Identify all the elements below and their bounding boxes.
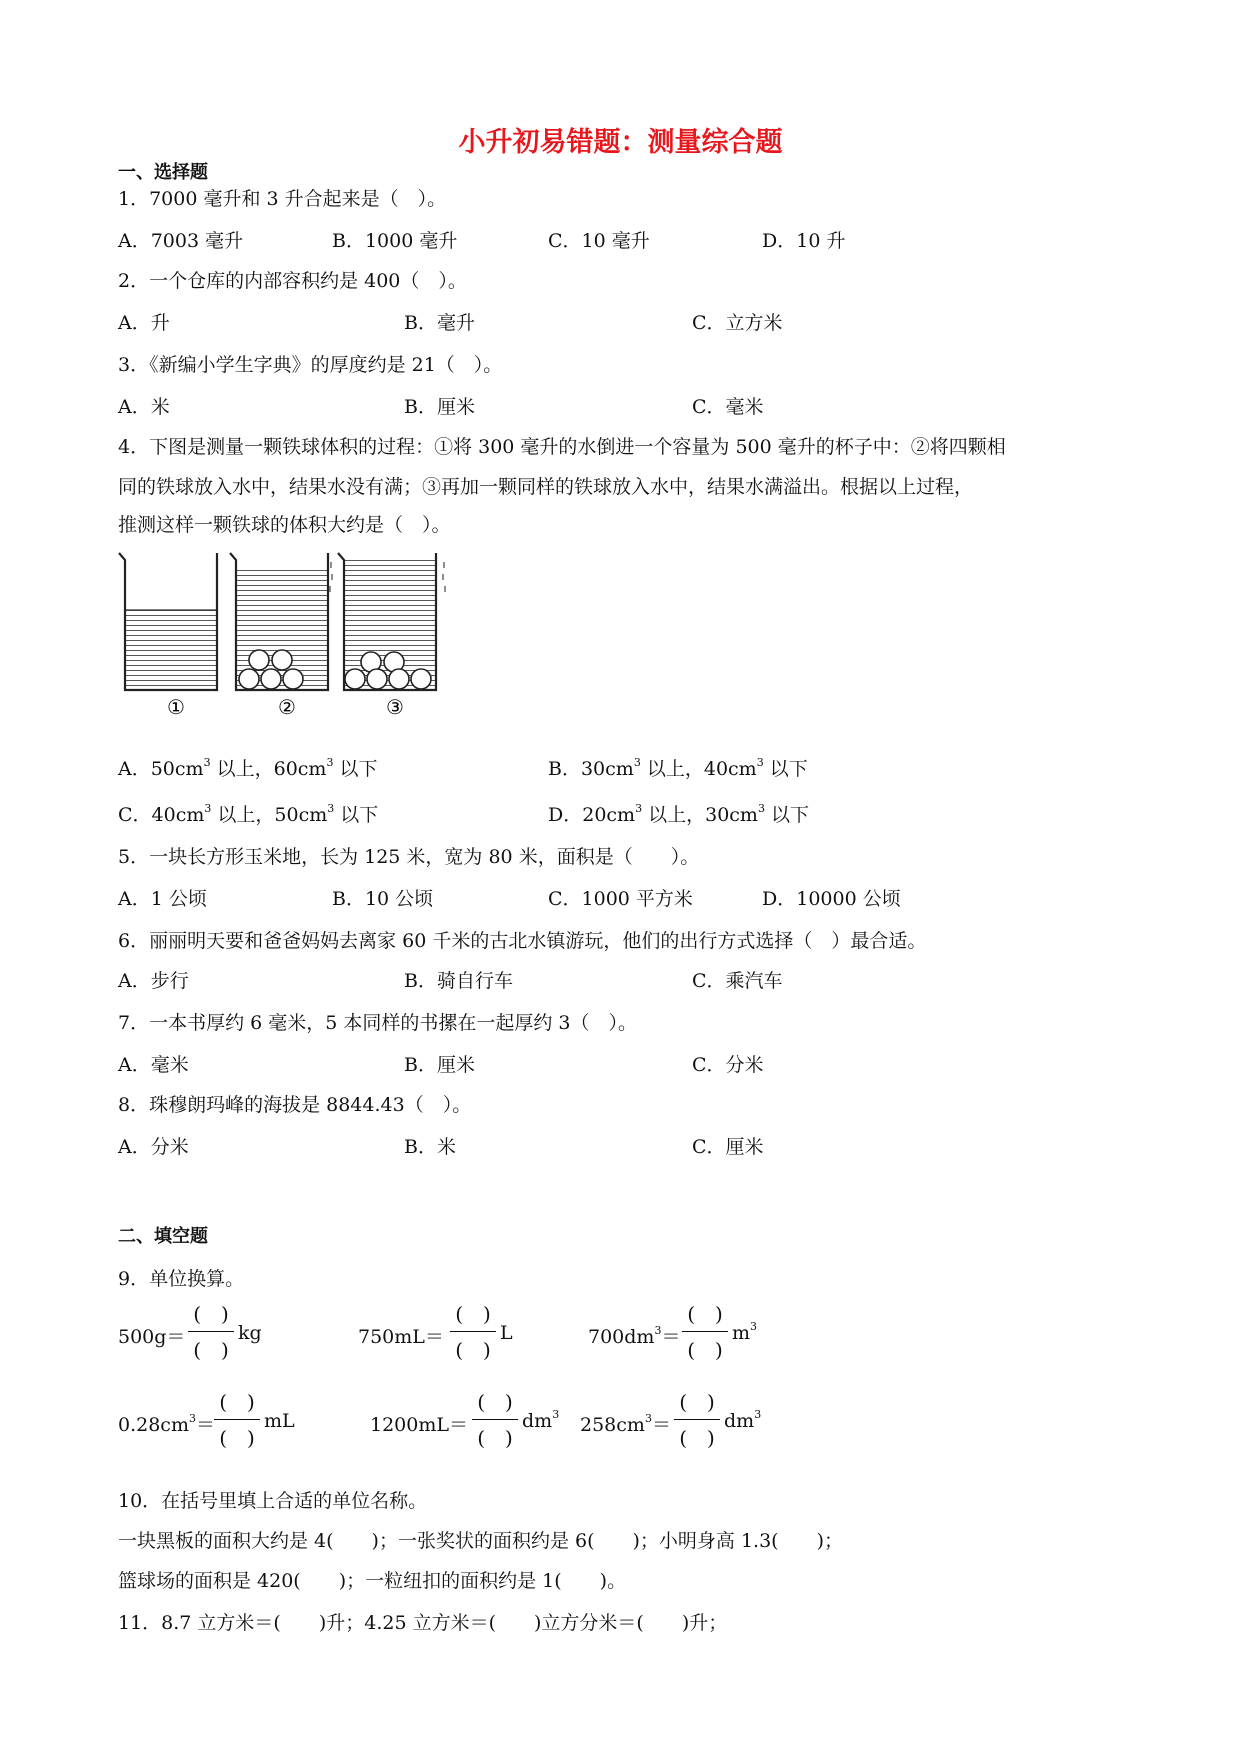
superscript: 3 (754, 1408, 762, 1421)
superscript: 3 (644, 1412, 652, 1425)
numerator-blank[interactable]: ( ) (219, 1390, 255, 1414)
equals-sign: ＝ (195, 1414, 215, 1436)
question-11-stem: 11．8.7 立方米＝( )升；4.25 立方米＝( )立方分米＝( )升； (118, 1612, 728, 1634)
question-7-option-c[interactable]: C．分米 (692, 1054, 764, 1076)
conversion-750ml-unit: L (500, 1322, 513, 1344)
superscript: 3 (635, 802, 643, 815)
fraction-258cm3 (672, 1386, 722, 1452)
question-2-option-b[interactable]: B．毫升 (404, 312, 475, 334)
question-5-option-a[interactable]: A．1 公顷 (118, 888, 207, 910)
numerator-blank[interactable]: ( ) (455, 1302, 491, 1326)
question-2-stem: 2．一个仓库的内部容积约是 400（ ）。 (118, 270, 467, 292)
question-5-option-d[interactable]: D．10000 公顷 (762, 888, 901, 910)
conversion-1200ml-unit (522, 1410, 559, 1432)
denominator-blank[interactable]: ( ) (687, 1338, 723, 1362)
equals-sign: ＝ (651, 1414, 671, 1436)
question-5-option-c[interactable]: C．1000 平方米 (548, 888, 693, 910)
numerator-blank[interactable]: ( ) (679, 1390, 715, 1414)
option-text: 以下 (763, 758, 808, 780)
option-text: 以下 (764, 804, 809, 826)
question-2-option-a[interactable]: A．升 (118, 312, 170, 334)
question-10-stem: 10．在括号里填上合适的单位名称。 (118, 1490, 428, 1512)
denominator-blank[interactable]: ( ) (219, 1426, 255, 1450)
unit-text: dm (724, 1410, 755, 1432)
value-text: 258cm (580, 1414, 645, 1436)
question-8-option-a[interactable]: A．分米 (118, 1136, 189, 1158)
question-4-option-a[interactable] (118, 754, 377, 781)
question-1-option-c[interactable]: C．10 毫升 (548, 230, 650, 252)
question-1-option-a[interactable]: A．7003 毫升 (118, 230, 244, 252)
question-4-option-d[interactable] (548, 800, 809, 827)
question-1-stem: 1．7000 毫升和 3 升合起来是（ ）。 (118, 188, 447, 210)
option-text: A．50cm (118, 758, 204, 780)
question-3-stem: 3．《新编小学生字典》的厚度约是 21（ ）。 (118, 354, 503, 376)
question-4-line-3: 推测这样一颗铁球的体积大约是（ ）。 (118, 514, 451, 536)
option-text: C．40cm (118, 804, 205, 826)
question-2-option-c[interactable]: C．立方米 (692, 312, 783, 334)
conversion-028cm3-prefix (118, 1410, 215, 1437)
value-text: 0.28cm (118, 1414, 189, 1436)
superscript: 3 (757, 802, 765, 815)
superscript: 3 (552, 1408, 560, 1421)
superscript: 3 (204, 802, 212, 815)
page-title: 小升初易错题：测量综合题 (458, 127, 783, 158)
denominator-blank[interactable]: ( ) (455, 1338, 491, 1362)
question-7-option-a[interactable]: A．毫米 (118, 1054, 189, 1076)
fraction-028cm3 (212, 1386, 262, 1452)
option-text: 以上，30cm (642, 804, 758, 826)
question-7-option-b[interactable]: B．厘米 (404, 1054, 475, 1076)
question-8-option-c[interactable]: C．厘米 (692, 1136, 764, 1158)
question-3-option-b[interactable]: B．厘米 (404, 396, 475, 418)
conversion-258cm3-prefix (580, 1410, 671, 1437)
numerator-blank[interactable]: ( ) (687, 1302, 723, 1326)
superscript: 3 (756, 756, 764, 769)
fraction-1200ml (470, 1386, 520, 1452)
fraction-750ml (448, 1298, 498, 1364)
question-10-line-1: 一块黑板的面积大约是 4( )；一张奖状的面积约是 6( )；小明身高 1.3( )； (118, 1530, 843, 1552)
superscript: 3 (203, 756, 211, 769)
fraction-700dm3 (680, 1298, 730, 1364)
question-1-option-d[interactable]: D．10 升 (762, 230, 846, 252)
numerator-blank[interactable]: ( ) (477, 1390, 513, 1414)
option-text: 以上，50cm (211, 804, 328, 826)
conversion-700dm3-unit (732, 1322, 757, 1344)
numerator-blank[interactable]: ( ) (193, 1302, 229, 1326)
question-9-stem: 9．单位换算。 (118, 1268, 245, 1290)
conversion-028cm3-unit: mL (264, 1410, 295, 1432)
superscript: 3 (750, 1320, 758, 1333)
conversion-700dm3-prefix (588, 1322, 680, 1349)
unit-text: dm (522, 1410, 553, 1432)
question-8-stem: 8．珠穆朗玛峰的海拔是 8844.43（ ）。 (118, 1094, 472, 1116)
option-text: 以上，60cm (210, 758, 327, 780)
denominator-blank[interactable]: ( ) (477, 1426, 513, 1450)
beaker-label-2: ② (278, 695, 296, 718)
superscript: 3 (654, 1324, 662, 1337)
beaker-label-1: ① (167, 695, 185, 718)
superscript: 3 (633, 756, 641, 769)
denominator-blank[interactable]: ( ) (679, 1426, 715, 1450)
question-6-stem: 6．丽丽明天要和爸爸妈妈去离家 60 千米的古北水镇游玩，他们的出行方式选择（ ）最合适。 (118, 930, 927, 952)
question-10-line-2: 篮球场的面积是 420( )；一粒纽扣的面积约是 1( )。 (118, 1570, 627, 1592)
superscript: 3 (327, 802, 335, 815)
beaker-2 (230, 553, 328, 690)
question-4-line-2: 同的铁球放入水中，结果水没有满；③再加一颗同样的铁球放入水中，结果水满溢出。根据以上过程， (118, 476, 974, 498)
question-4-option-c[interactable] (118, 800, 378, 827)
equals-sign: ＝ (661, 1326, 681, 1348)
superscript: 3 (188, 1412, 196, 1425)
question-6-option-c[interactable]: C．乘汽车 (692, 970, 783, 992)
question-6-option-b[interactable]: B．骑自行车 (404, 970, 513, 992)
fraction-500g (186, 1298, 236, 1364)
beaker-1 (119, 553, 217, 690)
beaker-figure (118, 548, 480, 718)
question-4-line-1: 4．下图是测量一颗铁球体积的过程：①将 300 毫升的水倒进一个容量为 500 毫升的杯子中：②将四颗相 (118, 436, 1006, 458)
option-text: D．20cm (548, 804, 636, 826)
denominator-blank[interactable]: ( ) (193, 1338, 229, 1362)
question-5-stem: 5．一块长方形玉米地，长为 125 米，宽为 80 米，面积是（ ）。 (118, 846, 700, 868)
option-text: 以上，40cm (640, 758, 757, 780)
conversion-258cm3-unit (724, 1410, 761, 1432)
question-4-option-b[interactable] (548, 754, 808, 781)
conversion-500g-unit: kg (238, 1322, 262, 1344)
question-3-option-c[interactable]: C．毫米 (692, 396, 764, 418)
option-text: 以下 (333, 758, 378, 780)
question-3-option-a[interactable]: A．米 (118, 396, 170, 418)
section-heading-fill: 二、填空题 (118, 1226, 208, 1247)
section-heading-choice: 一、选择题 (118, 162, 208, 183)
question-5-option-b[interactable]: B．10 公顷 (332, 888, 434, 910)
question-8-option-b[interactable]: B．米 (404, 1136, 456, 1158)
question-6-option-a[interactable]: A．步行 (118, 970, 189, 992)
beaker-label-3: ③ (386, 695, 404, 718)
option-text: 以下 (334, 804, 379, 826)
question-7-stem: 7．一本书厚约 6 毫米，5 本同样的书摞在一起厚约 3（ ）。 (118, 1012, 638, 1034)
value-text: 700dm (588, 1326, 655, 1348)
conversion-500g-prefix: 500g＝ (118, 1326, 186, 1348)
beaker-3 (330, 553, 445, 690)
conversion-750ml-prefix: 750mL＝ (358, 1326, 444, 1348)
conversion-1200ml-prefix: 1200mL＝ (370, 1414, 468, 1436)
question-1-option-b[interactable]: B．1000 毫升 (332, 230, 458, 252)
option-text: B．30cm (548, 758, 634, 780)
unit-text: m (732, 1322, 751, 1344)
superscript: 3 (326, 756, 334, 769)
